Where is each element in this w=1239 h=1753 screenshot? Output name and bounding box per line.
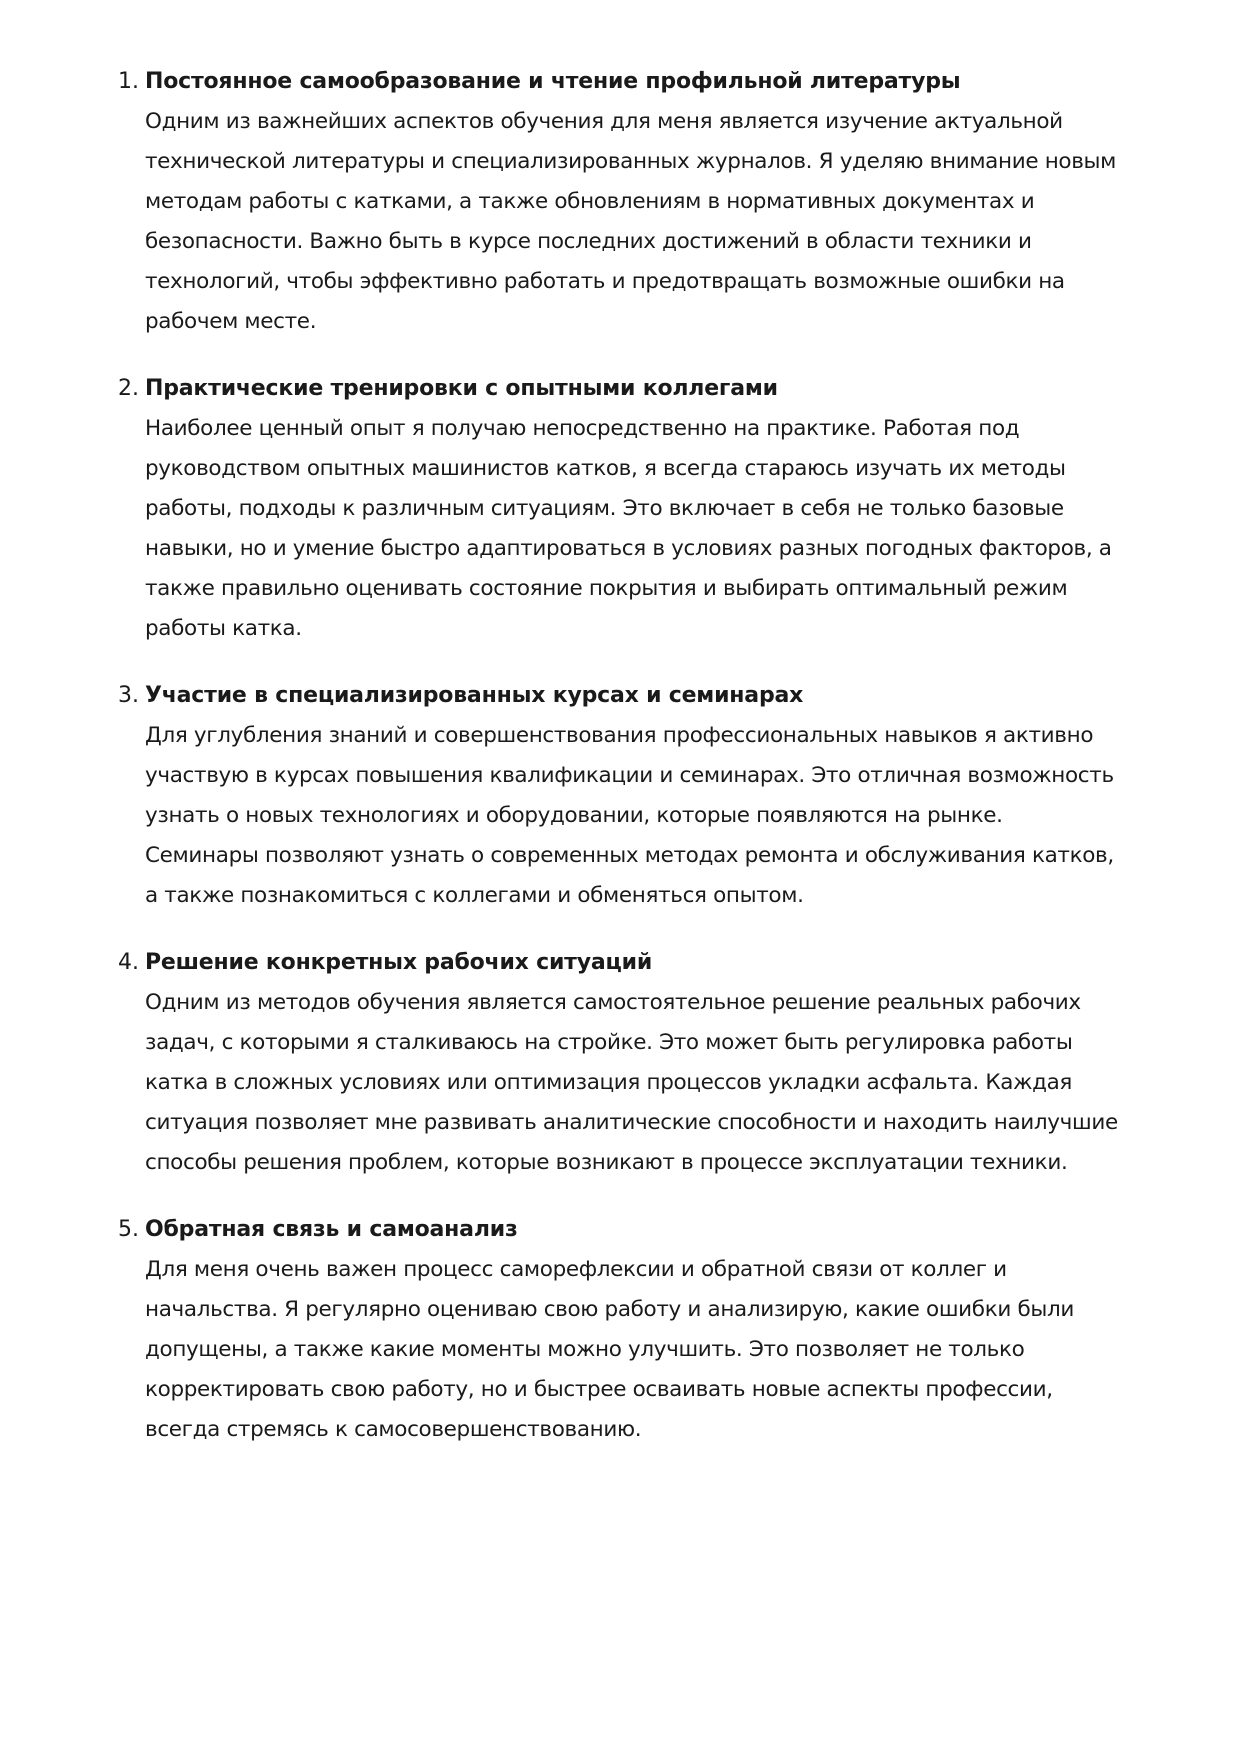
body-line: всегда стремясь к самосовершенствованию. bbox=[145, 1417, 642, 1442]
body-line: безопасности. Важно быть в курсе последних достижений в области техники и bbox=[145, 229, 1032, 254]
item-title: Решение конкретных рабочих ситуаций bbox=[145, 950, 653, 975]
body-line: катка в сложных условиях или оптимизация процессов укладки асфальта. Каждая bbox=[145, 1070, 1073, 1095]
item-number: 4. bbox=[118, 950, 139, 975]
body-line: узнать о новых технологиях и оборудовании, которые появляются на рынке. bbox=[145, 803, 1003, 828]
list-item bbox=[118, 676, 1168, 916]
list-item bbox=[118, 943, 1168, 1183]
numbered-list bbox=[118, 62, 1168, 1477]
item-title: Обратная связь и самоанализ bbox=[145, 1217, 518, 1242]
body-line: способы решения проблем, которые возникают в процессе эксплуатации техники. bbox=[145, 1150, 1068, 1175]
body-line: работы катка. bbox=[145, 616, 302, 641]
body-line: задач, с которыми я сталкиваюсь на стройке. Это может быть регулировка работы bbox=[145, 1030, 1073, 1055]
body-line: допущены, а также какие моменты можно улучшить. Это позволяет не только bbox=[145, 1337, 1025, 1362]
body-line: корректировать свою работу, но и быстрее осваивать новые аспекты профессии, bbox=[145, 1377, 1053, 1402]
body-line: начальства. Я регулярно оцениваю свою работу и анализирую, какие ошибки были bbox=[145, 1297, 1074, 1322]
body-line: ситуация позволяет мне развивать аналитические способности и находить наилучшие bbox=[145, 1110, 1118, 1135]
body-line: также правильно оценивать состояние покрытия и выбирать оптимальный режим bbox=[145, 576, 1068, 601]
body-line: а также познакомиться с коллегами и обменяться опытом. bbox=[145, 883, 804, 908]
item-body bbox=[145, 102, 1168, 342]
body-line: участвую в курсах повышения квалификации и семинарах. Это отличная возможность bbox=[145, 763, 1114, 788]
body-line: технологий, чтобы эффективно работать и предотвращать возможные ошибки на bbox=[145, 269, 1065, 294]
body-line: Наиболее ценный опыт я получаю непосредственно на практике. Работая под bbox=[145, 416, 1020, 441]
body-line: рабочем месте. bbox=[145, 309, 317, 334]
body-line: Одним из важнейших аспектов обучения для меня является изучение актуальной bbox=[145, 109, 1063, 134]
body-line: технической литературы и специализированных журналов. Я уделяю внимание новым bbox=[145, 149, 1117, 174]
item-number: 2. bbox=[118, 376, 139, 401]
item-body bbox=[145, 409, 1168, 649]
item-title: Участие в специализированных курсах и семинарах bbox=[145, 683, 804, 708]
item-title: Постоянное самообразование и чтение профильной литературы bbox=[145, 69, 961, 94]
item-number: 5. bbox=[118, 1217, 139, 1242]
body-line: Для углубления знаний и совершенствования профессиональных навыков я активно bbox=[145, 723, 1094, 748]
body-line: работы, подходы к различным ситуациям. Это включает в себя не только базовые bbox=[145, 496, 1064, 521]
body-line: Для меня очень важен процесс саморефлексии и обратной связи от коллег и bbox=[145, 1257, 1007, 1282]
list-item bbox=[118, 1210, 1168, 1450]
item-title: Практические тренировки с опытными коллегами bbox=[145, 376, 778, 401]
item-number: 3. bbox=[118, 683, 139, 708]
body-line: руководством опытных машинистов катков, я всегда стараюсь изучать их методы bbox=[145, 456, 1066, 481]
item-body bbox=[145, 983, 1168, 1183]
body-line: методам работы с катками, а также обновлениям в нормативных документах и bbox=[145, 189, 1035, 214]
list-item bbox=[118, 62, 1168, 342]
body-line: навыки, но и умение быстро адаптироваться в условиях разных погодных факторов, а bbox=[145, 536, 1112, 561]
item-body bbox=[145, 716, 1168, 916]
body-line: Семинары позволяют узнать о современных методах ремонта и обслуживания катков, bbox=[145, 843, 1114, 868]
body-line: Одним из методов обучения является самостоятельное решение реальных рабочих bbox=[145, 990, 1081, 1015]
item-number: 1. bbox=[118, 69, 139, 94]
list-item bbox=[118, 369, 1168, 649]
item-body bbox=[145, 1250, 1168, 1450]
